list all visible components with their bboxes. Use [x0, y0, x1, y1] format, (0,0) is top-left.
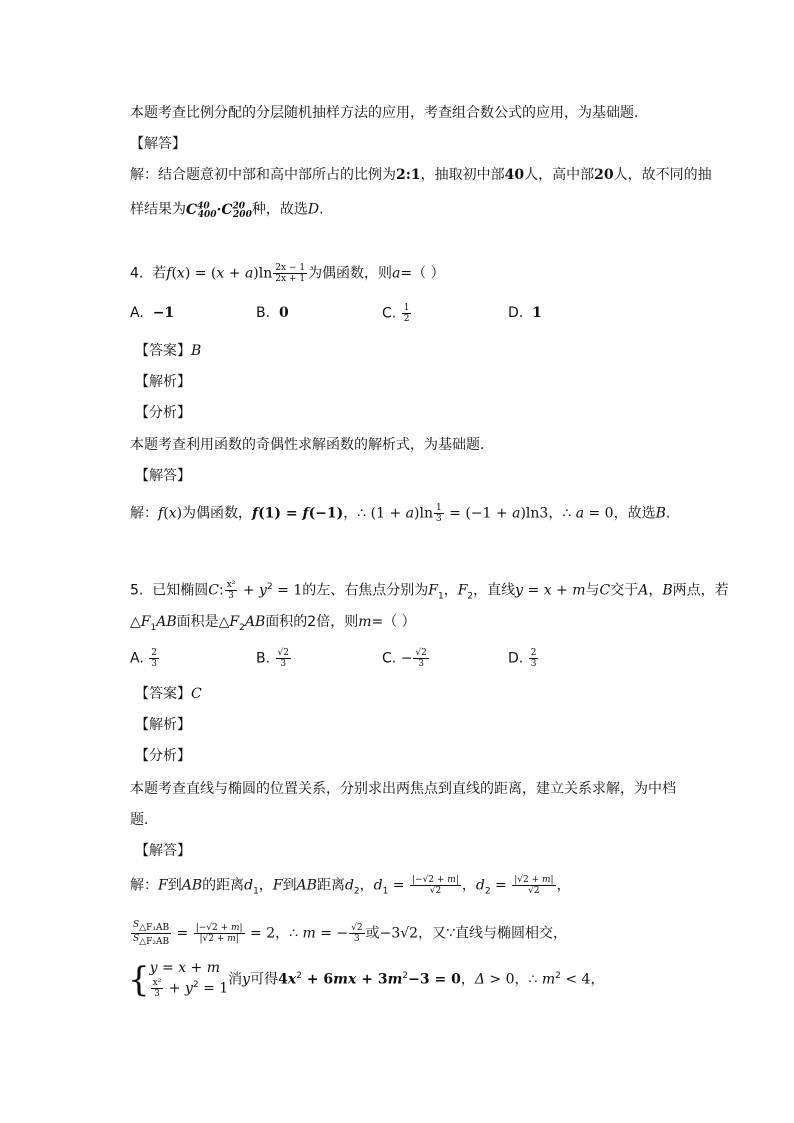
q5-analysis-line2: 题． [130, 812, 158, 828]
q5-jiexi-label: 【解析】 [135, 717, 191, 733]
q5-option-b: B. $\frac{√2}{3}$ [256, 648, 289, 669]
q5-stem-line2: $\triangle F_1AB$面积是$\triangle F_2AB$面积的2倍，则m=（ ） [130, 614, 416, 633]
q5-stem-line1: 5. 已知椭圆C: $\frac{\text{x²}}{3}$ + $y^2 = 1$的左、右焦点分别为$F_1$，$F_2$，直线y = x + m与C交于A，B两点，若 [130, 580, 729, 602]
q5-solve-line1: 解：F到AB的距离$d_1$，F到AB距离$d_2$，$d_1$ = $\frac{|-√2 + m|}{√2}$ ，$d_2$ = $\frac{|√2 + m|}{√2}$ ， [130, 875, 571, 897]
q3-analysis: 本题考查比例分配的分层随机抽样方法的应用，考查组合数公式的应用，为基础题． [130, 105, 648, 121]
q5-option-c: C. − $\frac{√2}{3}$ [382, 648, 427, 669]
q4-option-a: A. −1 [130, 305, 175, 321]
q4-solve-label: 【解答】 [135, 468, 191, 484]
q4-option-c: C. $\frac{1}{2}$ [382, 303, 410, 324]
q5-solve-line3: { y = x + m $\frac{\text{x²}}{3}$ + $y^2 = 1$ 消y可得$4x^2 + 6mx + 3m^2-3 = 0$，Δ > 0，∴ $m^2 < 4$， [128, 959, 605, 1000]
q4-option-d: D. 1 [508, 305, 542, 321]
q4-option-b: B. 0 [256, 305, 289, 321]
q4-jiexi-label: 【解析】 [135, 374, 191, 390]
q5-solve-label: 【解答】 [135, 843, 191, 859]
q3-solve-line2: 样结果为$C^{40}_{400}\cdot C^{20}_{200}$种，故选D. [130, 201, 324, 221]
q5-answer: 【答案】C [135, 686, 202, 702]
q5-fenxi-label: 【分析】 [135, 748, 191, 764]
q4-stem: 4. 若f(x) = (x + a)ln $\frac{2x - 1}{2x + 1}$ 为偶函数，则a=（ ） [130, 263, 445, 284]
q5-solve-line2: $\frac{S_{\triangle F_1AB}}{S_{\triangle F_2AB}}$ = $\frac{|-√2 + m|}{|√2 + m|}$ = 2，∴ m = − $\frac{√2}{3}$ 或−3√2，又∵直线与椭圆相交， [133, 920, 568, 947]
q4-answer: 【答案】B [135, 343, 202, 359]
q4-solve-line: 解：f(x)为偶函数，f(1) = f(−1)，∴ (1 + a)ln $\frac{1}{3}$ = (−1 + a)ln3，∴ a = 0，故选B. [130, 503, 671, 524]
q3-solve-label: 【解答】 [130, 136, 186, 152]
q5-option-d: D. $\frac{2}{3}$ [508, 648, 537, 669]
q5-option-a: A. $\frac{2}{3}$ [130, 648, 157, 669]
q4-analysis: 本题考查利用函数的奇偶性求解函数的解析式，为基础题． [130, 437, 494, 453]
q3-solve-line1: 解：结合题意初中部和高中部所占的比例为2:1，抽取初中部40人，高中部20人，故不同的抽 [130, 167, 712, 183]
q5-analysis-line1: 本题考查直线与椭圆的位置关系，分别求出两焦点到直线的距离，建立关系求解，为中档 [130, 781, 676, 797]
q4-fenxi-label: 【分析】 [135, 405, 191, 421]
